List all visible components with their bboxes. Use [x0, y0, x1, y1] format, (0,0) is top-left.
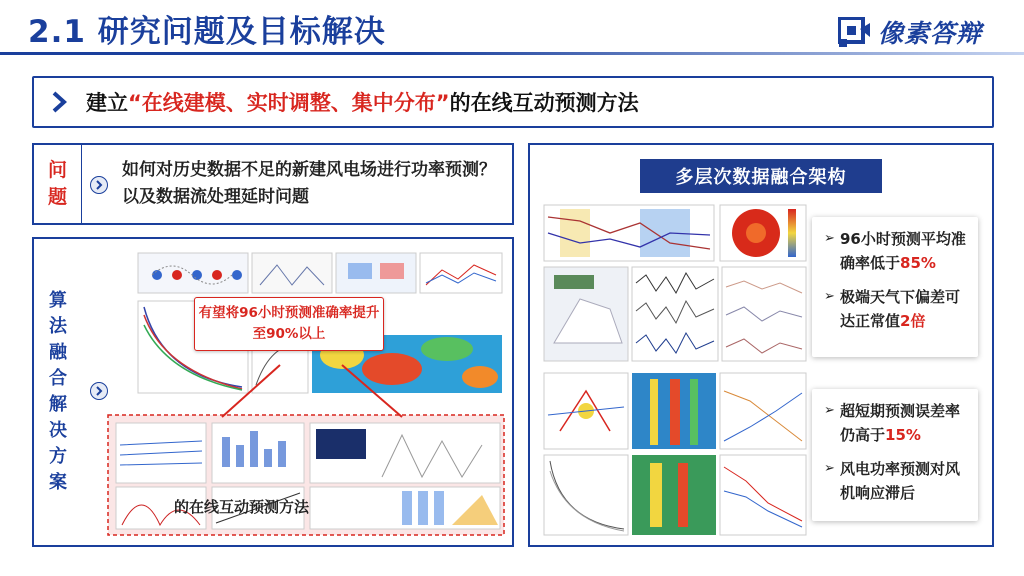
algorithm-label: [34, 239, 82, 545]
problem-panel: [32, 143, 514, 225]
logo-text: 像素答辩: [878, 19, 983, 48]
figure-panel-a: [138, 253, 248, 293]
list-item-value: 85%: [900, 254, 936, 272]
list-item-text: 96小时预测平均准确率低于: [840, 230, 966, 272]
arrow-bullet-icon: ➢: [824, 461, 835, 476]
algorithm-panel: [32, 237, 514, 547]
algorithm-label-char: 案: [49, 472, 67, 493]
banner-highlight: “在线建模、实时调整、集中分布”: [128, 91, 450, 115]
chevron-right-icon: [48, 90, 72, 114]
arrow-bullet-icon: ➢: [824, 231, 835, 246]
algorithm-label-char: 融: [49, 342, 67, 363]
figure-panel-d: [420, 253, 502, 293]
figure-panel-c: [336, 253, 416, 293]
chevron-right-icon: [90, 176, 108, 194]
figure-panel-b: [252, 253, 332, 293]
algorithm-label-char: 方: [49, 446, 67, 467]
problem-label-char: 题: [47, 186, 67, 208]
page-title: 2.1 研究问题及目标解决: [28, 14, 386, 50]
stats-card-2: [812, 389, 978, 521]
architecture-figure-bottom: [540, 371, 810, 539]
figure-panel-bottom-right: [310, 423, 500, 529]
list-item-value: 2倍: [900, 312, 926, 330]
list-item-text: 风电功率预测对风机响应滞后: [840, 460, 961, 502]
algorithm-label-char: 合: [49, 368, 67, 389]
title-divider: [0, 52, 1024, 55]
algorithm-label-char: 算: [49, 290, 67, 311]
goal-banner: [32, 76, 994, 128]
banner-suffix: 的在线互动预测方法: [449, 91, 639, 115]
problem-label-char: 问: [47, 159, 67, 181]
algorithm-figure-collage: [102, 245, 508, 539]
list-item-text: 极端天气下偏差可达正常值: [840, 288, 961, 330]
stats-card-1: [812, 217, 978, 357]
logo-icon: [838, 17, 872, 47]
banner-text: [86, 87, 639, 117]
list-item: [824, 457, 968, 505]
problem-label: [34, 145, 82, 223]
algorithm-label-char: 决: [49, 420, 67, 441]
algorithm-caption: 的在线互动预测方法: [174, 498, 310, 516]
architecture-title: 多层次数据融合架构: [640, 159, 882, 193]
architecture-figure-top: [540, 203, 810, 363]
algorithm-label-char: 法: [49, 316, 67, 337]
list-item: [824, 399, 968, 447]
banner-prefix: 建立: [86, 91, 128, 115]
problem-text: 如何对历史数据不足的新建风电场进行功率预测？以及数据流处理延时问题: [122, 160, 496, 207]
list-item: [824, 285, 968, 333]
arrow-bullet-icon: ➢: [824, 403, 835, 418]
list-item-text: 超短期预测误差率仍高于: [840, 402, 961, 444]
list-item-value: 15%: [885, 426, 921, 444]
brand-logo: [838, 14, 982, 50]
list-item: [824, 227, 968, 275]
arrow-bullet-icon: ➢: [824, 289, 835, 304]
callout-target: 有望将96小时预测准确率提升至90%以上: [194, 297, 384, 351]
architecture-panel: [528, 143, 994, 547]
algorithm-label-char: 解: [49, 394, 67, 415]
